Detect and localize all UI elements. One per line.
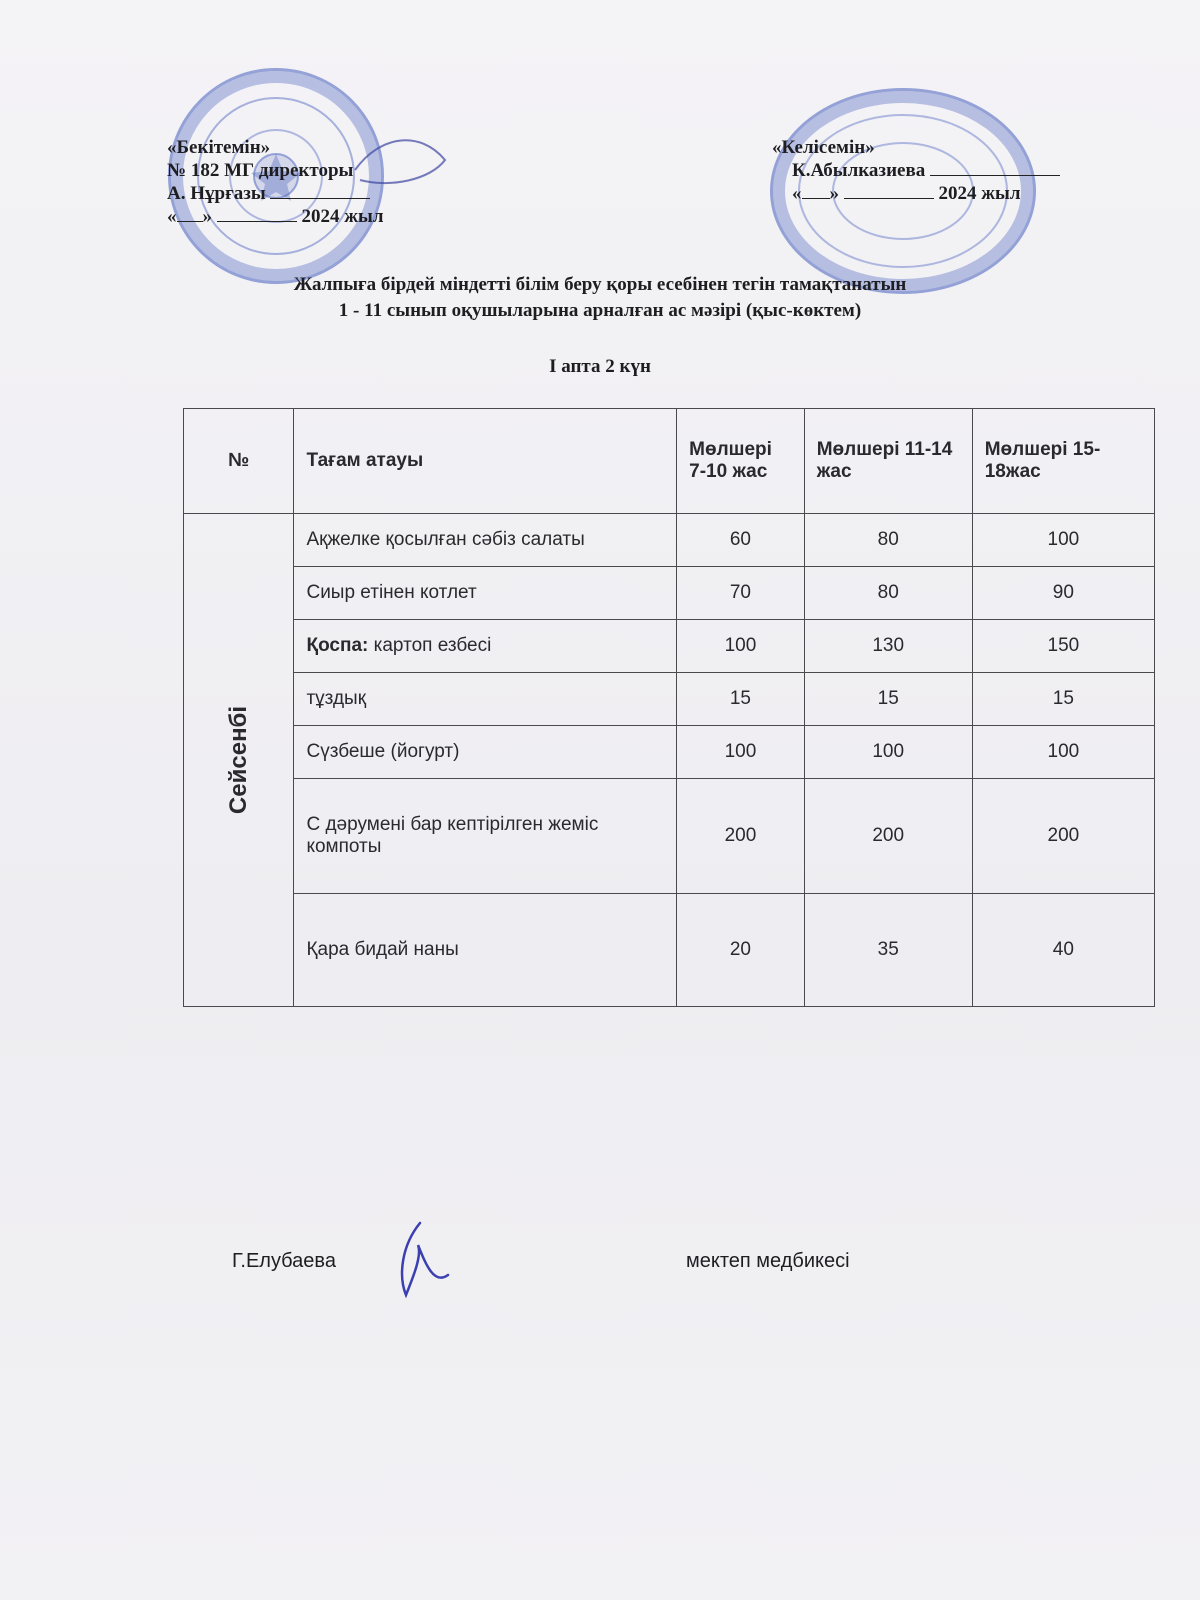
dish-name: Сиыр етінен котлет: [294, 567, 677, 620]
dish-name: Қоспа: картоп езбесі: [294, 620, 677, 673]
portion-15-18: 100: [972, 514, 1154, 567]
portion-15-18: 90: [972, 567, 1154, 620]
portion-15-18: 150: [972, 620, 1154, 673]
column-header-portion-15-18: Мөлшері 15-18жас: [972, 409, 1154, 514]
table-row: [184, 514, 1155, 567]
portion-7-10: 100: [677, 726, 805, 779]
dish-name: С дәрумені бар кептірілген жеміс компоты: [294, 779, 677, 894]
portion-7-10: 70: [677, 567, 805, 620]
director-name: А. Нұрғазы: [167, 182, 384, 205]
director-position: № 182 МГ директоры: [167, 160, 354, 181]
portion-7-10: 60: [677, 514, 805, 567]
portion-7-10: 15: [677, 673, 805, 726]
day-label: Сейсенбі: [184, 514, 294, 1007]
table-row: [184, 620, 1155, 673]
dish-name: Ақжелке қосылған сәбіз салаты: [294, 514, 677, 567]
agreement-name: К.Абылказиева: [772, 159, 1060, 182]
dish-name: Сүзбеше (йогурт): [294, 726, 677, 779]
agreement-block: [772, 136, 1060, 205]
table-row: [184, 894, 1155, 1007]
portion-15-18: 15: [972, 673, 1154, 726]
portion-15-18: 40: [972, 894, 1154, 1007]
portion-11-14: 35: [804, 894, 972, 1007]
menu-title-line1: Жалпыға бірдей міндетті білім беру қоры есебінен тегін тамақтанатын: [293, 274, 907, 295]
dish-name: тұздық: [294, 673, 677, 726]
column-header-dish: Тағам атауы: [294, 409, 677, 514]
column-header-number: №: [184, 409, 294, 514]
portion-11-14: 200: [804, 779, 972, 894]
agreement-title: «Келісемін»: [772, 137, 875, 158]
dish-name-bold: Қоспа:: [306, 635, 369, 656]
portion-11-14: 100: [804, 726, 972, 779]
column-header-portion-7-10: Мөлшері 7-10 жас: [677, 409, 805, 514]
portion-11-14: 80: [804, 514, 972, 567]
nurse-role: мектеп медбикесі: [686, 1250, 850, 1272]
approval-block: [167, 136, 384, 228]
approval-date: « » 2024 жыл: [167, 206, 384, 227]
nurse-name: Г.Елубаева: [232, 1250, 336, 1272]
table-row: [184, 779, 1155, 894]
menu-title-line2: 1 - 11 сынып оқушыларына арналған ас мәзірі (қыс-көктем): [338, 300, 862, 321]
table-header-row: [184, 409, 1155, 514]
menu-table: [183, 408, 1155, 1007]
column-header-portion-11-14: Мөлшері 11-14 жас: [804, 409, 972, 514]
portion-11-14: 80: [804, 567, 972, 620]
menu-week-day: I апта 2 күн: [549, 356, 651, 377]
approval-title: «Бекітемін»: [167, 137, 271, 158]
portion-11-14: 130: [804, 620, 972, 673]
nurse-signature-icon: [392, 1215, 452, 1305]
portion-7-10: 100: [677, 620, 805, 673]
table-row: [184, 673, 1155, 726]
portion-7-10: 20: [677, 894, 805, 1007]
agreement-date: « » 2024 жыл: [792, 183, 1021, 204]
table-row: [184, 726, 1155, 779]
portion-15-18: 100: [972, 726, 1154, 779]
portion-7-10: 200: [677, 779, 805, 894]
portion-15-18: 200: [972, 779, 1154, 894]
table-row: [184, 567, 1155, 620]
dish-name: Қара бидай наны: [294, 894, 677, 1007]
portion-11-14: 15: [804, 673, 972, 726]
